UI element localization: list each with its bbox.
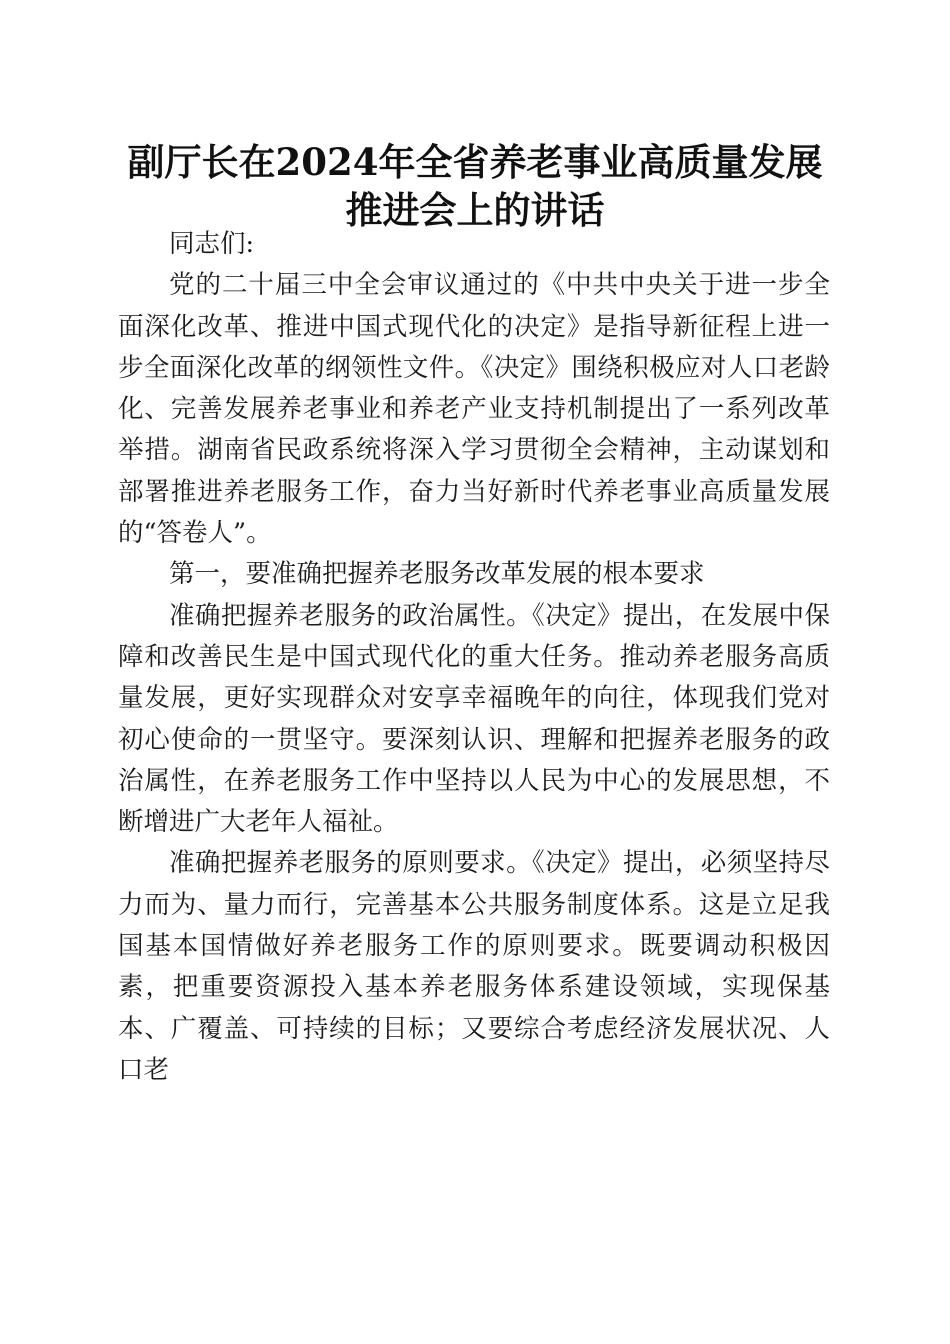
paragraph-greeting: 同志们: <box>169 229 255 259</box>
section-heading-1: 第一，要准确把握养老服务改革发展的根本要求 <box>169 559 705 590</box>
document-title: 副厅长在2024年全省养老事业高质量发展推进会上的讲话 <box>127 140 823 232</box>
document-body <box>118 224 830 1091</box>
paragraph-political-attribute: 准确把握养老服务的政治属性。《决定》提出，在发展中保障和改善民生是中国式现代化的重大任务。推动养老服务高质量发展，更好实现群众对安享幸福晚年的向往，体现我们党对初心使命的一贯坚守。要深刻认识、理解和把握养老服务的政治属性，在养老服务工作中坚持以人民为中心的发展思想，不断增进广大老年人福祉。 <box>118 600 830 838</box>
paragraph-intro: 党的二十届三中全会审议通过的《中共中央关于进一步全面深化改革、推进中国式现代化的决定》是指导新征程上进一步全面深化改革的纲领性文件。《决定》围绕积极应对人口老龄化、完善发展养老事业和养老产业支持机制提出了一系列改革举措。湖南省民政系统将深入学习贯彻全会精神，主动谋划和部署推进养老服务工作，奋力当好新时代养老事业高质量发展的“答卷人”。 <box>118 270 830 549</box>
paragraph-principle-requirement: 准确把握养老服务的原则要求。《决定》提出，必须坚持尽力而为、量力而行，完善基本公共服务制度体系。这是立足我国基本国情做好养老服务工作的原则要求。既要调动积极因素，把重要资源投入基本养老服务体系建设领域，实现保基本、广覆盖、可持续的目标；又要综合考虑经济发展状况、人口老 <box>118 848 830 1085</box>
